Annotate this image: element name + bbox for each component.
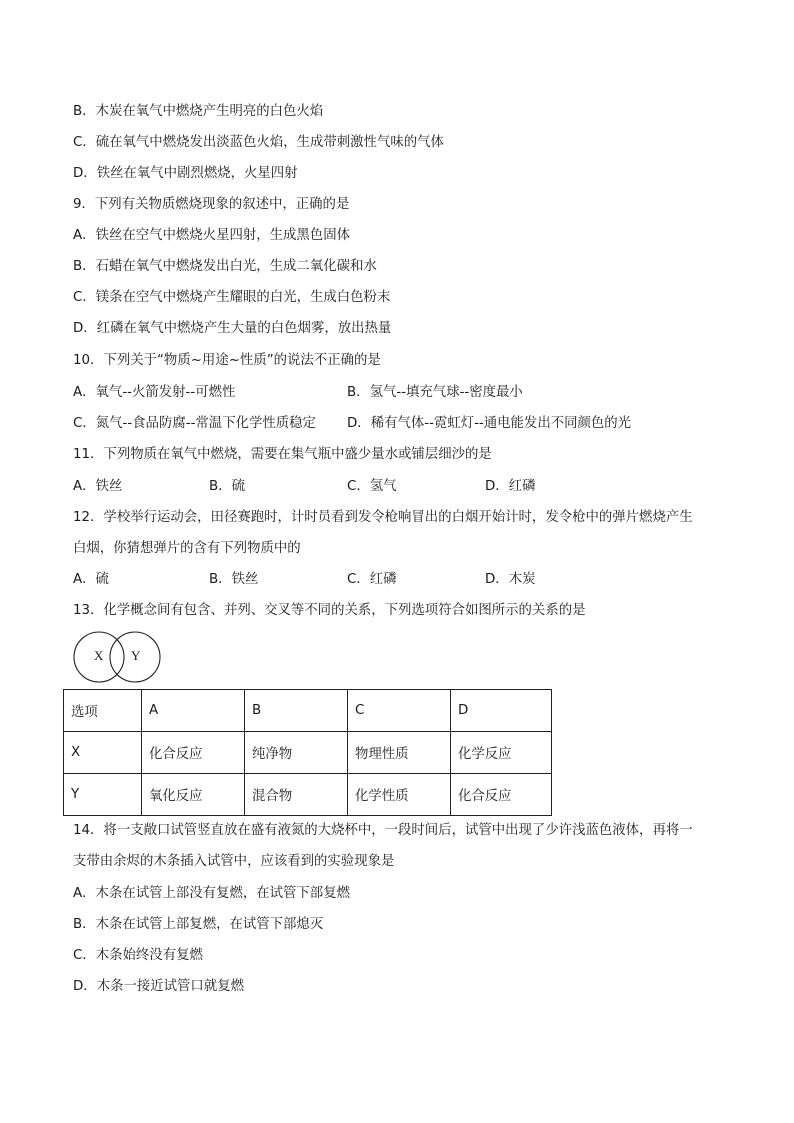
table-row-x <box>64 732 552 774</box>
question-14-line1: 14．将一支敞口试管竖直放在盛有液氮的大烧杯中，一段时间后，试管中出现了少许浅蓝色液体，再将一 <box>73 823 693 838</box>
q8-option-b: B．木炭在氧气中燃烧产生明亮的白色火焰 <box>73 104 324 119</box>
question-14-line2: 支带由余烬的木条插入试管中，应该看到的实验现象是 <box>73 854 395 869</box>
table-cell: X <box>64 732 142 774</box>
q10-option-c: C．氮气--食品防腐--常温下化学性质稳定 <box>73 416 316 431</box>
q11-option-d: D．红磷 <box>485 479 536 494</box>
table-cell: 化学反应 <box>451 732 552 774</box>
q9-option-b: B．石蜡在氧气中燃烧发出白光，生成二氧化碳和水 <box>73 259 377 274</box>
venn-label-x: X <box>94 648 104 663</box>
table-cell: 纯净物 <box>245 732 348 774</box>
table-row-y <box>64 774 552 816</box>
q12-option-c: C．红磷 <box>347 572 397 587</box>
table-header-row <box>64 690 552 732</box>
venn-diagram <box>72 630 164 686</box>
question-11: 11．下列物质在氧气中燃烧，需要在集气瓶中盛少量水或铺层细沙的是 <box>73 447 492 462</box>
q9-option-d: D．红磷在氧气中燃烧产生大量的白色烟雾，放出热量 <box>73 321 392 336</box>
q8-option-d: D．铁丝在氧气中剧烈燃烧，火星四射 <box>73 166 298 181</box>
q11-option-c: C．氢气 <box>347 479 397 494</box>
table-cell: C <box>348 690 451 732</box>
table-cell: D <box>451 690 552 732</box>
table-cell: 化合反应 <box>142 732 245 774</box>
table-cell: B <box>245 690 348 732</box>
table-cell: 物理性质 <box>348 732 451 774</box>
question-10: 10．下列关于“物质~用途~性质”的说法不正确的是 <box>73 353 381 368</box>
question-13: 13．化学概念间有包含、并列、交叉等不同的关系，下列选项符合如图所示的关系的是 <box>73 603 586 618</box>
question-9: 9．下列有关物质燃烧现象的叙述中，正确的是 <box>73 197 350 212</box>
q12-option-b: B．铁丝 <box>209 572 259 587</box>
question-12-line2: 白烟，你猜想弹片的含有下列物质中的 <box>73 541 301 556</box>
q14-option-c: C．木条始终没有复燃 <box>73 948 203 963</box>
q12-option-d: D．木炭 <box>485 572 536 587</box>
table-cell: 混合物 <box>245 774 348 816</box>
question-12-line1: 12．学校举行运动会，田径赛跑时，计时员看到发令枪响冒出的白烟开始计时，发令枪中的弹片燃烧产生 <box>73 510 693 525</box>
q9-option-c: C．镁条在空气中燃烧产生耀眼的白光，生成白色粉末 <box>73 290 391 305</box>
q10-option-b: B．氢气--填充气球--密度最小 <box>347 385 523 400</box>
q10-option-d: D．稀有气体--霓虹灯--通电能发出不同颜色的光 <box>347 416 632 431</box>
table-cell: A <box>142 690 245 732</box>
options-table <box>63 689 552 816</box>
table-cell: 选项 <box>64 690 142 732</box>
q11-option-b: B．硫 <box>209 479 245 494</box>
q14-option-a: A．木条在试管上部没有复燃，在试管下部复燃 <box>73 886 350 901</box>
q14-option-b: B．木条在试管上部复燃，在试管下部熄灭 <box>73 917 324 932</box>
table-cell: 化合反应 <box>451 774 552 816</box>
q11-option-a: A．铁丝 <box>73 479 123 494</box>
q8-option-c: C．硫在氧气中燃烧发出淡蓝色火焰，生成带刺激性气味的气体 <box>73 135 444 150</box>
venn-label-y: Y <box>131 648 141 663</box>
q12-option-a: A．硫 <box>73 572 109 587</box>
table-cell: 化学性质 <box>348 774 451 816</box>
q10-option-a: A．氧气--火箭发射--可燃性 <box>73 385 236 400</box>
q14-option-d: D．木条一接近试管口就复燃 <box>73 979 244 994</box>
table-cell: 氧化反应 <box>142 774 245 816</box>
table-cell: Y <box>64 774 142 816</box>
q9-option-a: A．铁丝在空气中燃烧火星四射，生成黑色固体 <box>73 228 350 243</box>
